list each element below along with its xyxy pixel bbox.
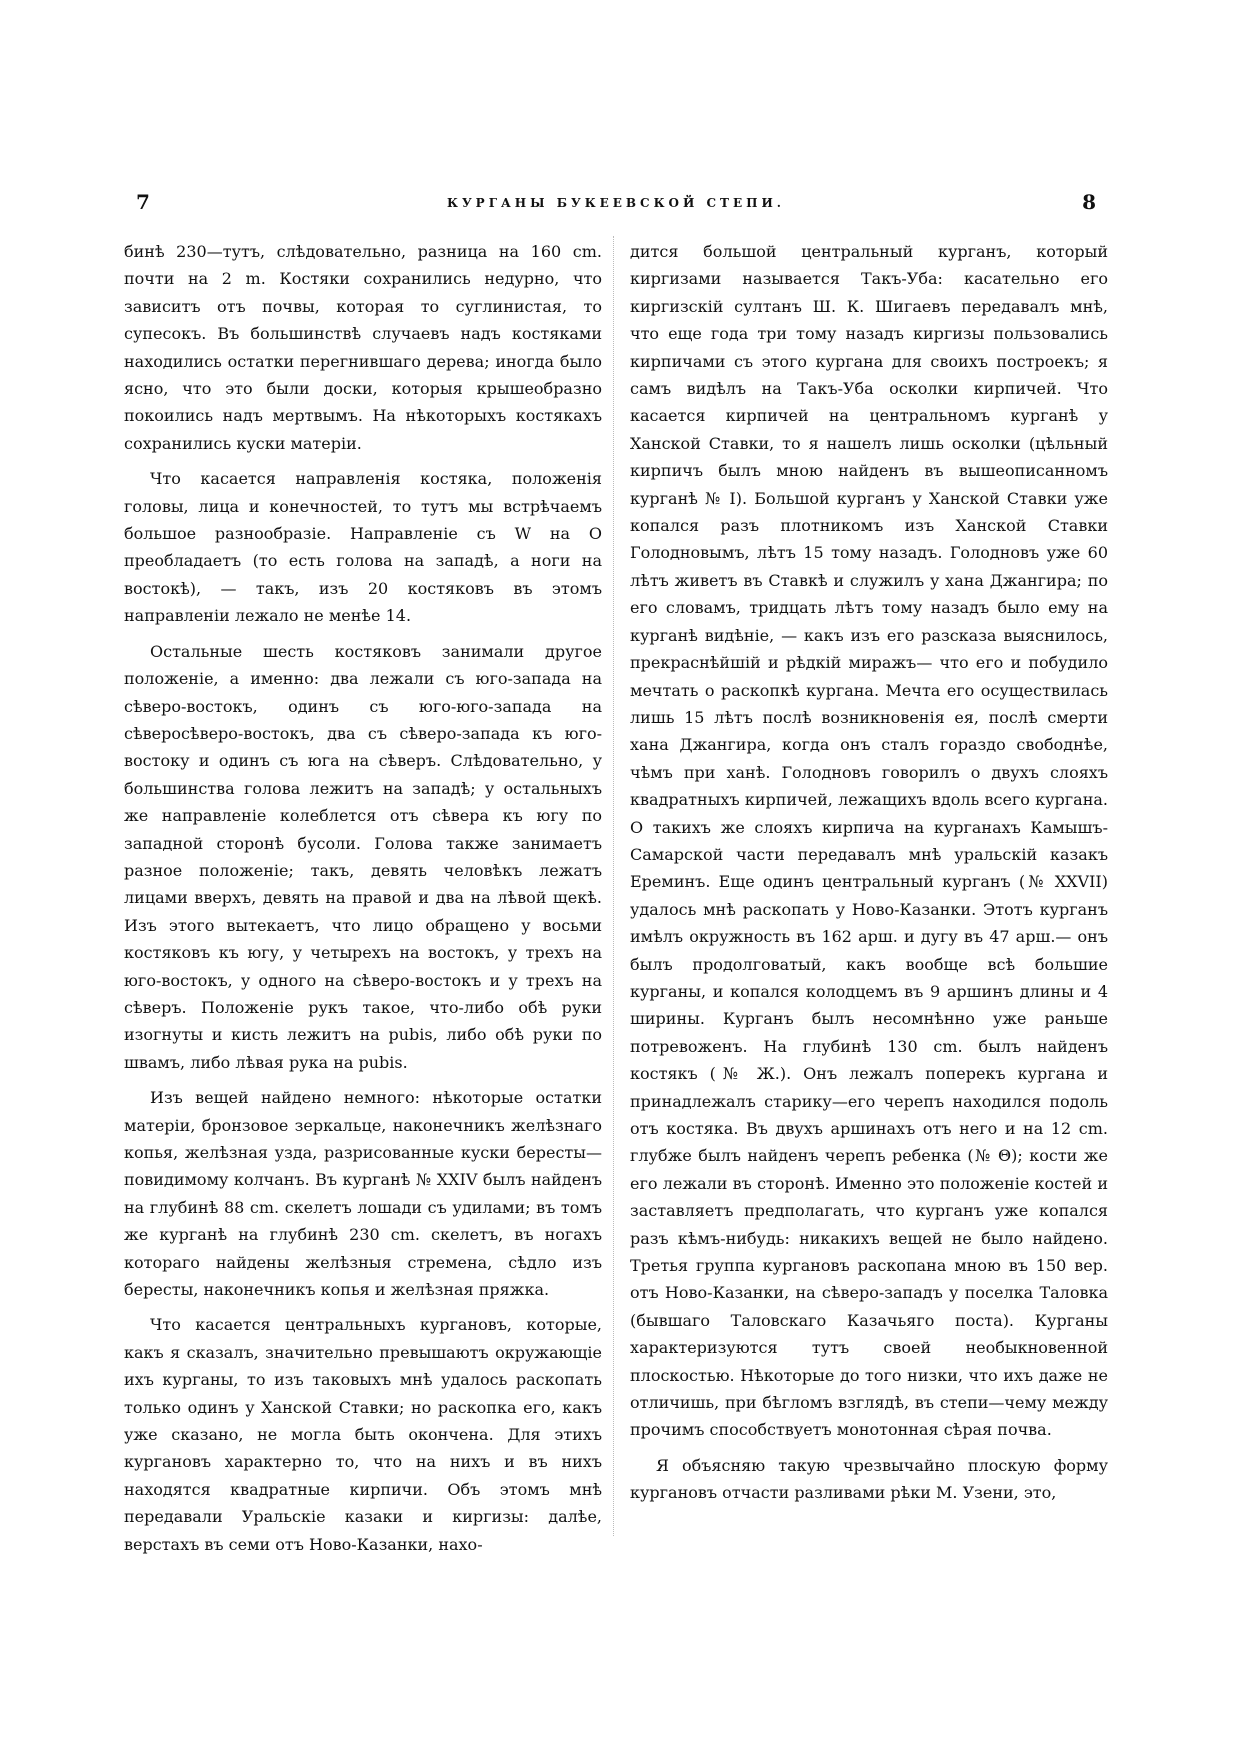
paragraph: Изъ вещей найдено немного: нѣкоторые остатки матеріи, бронзовое зеркальце, наконечникъ желѣзнаго копья, желѣзная узда, разрисованные куски бересты—повидимому колчанъ. Въ курганѣ № XXIV былъ найденъ на глубинѣ 88 cm. скелетъ лошади съ удилами; въ томъ же курганѣ на глубинѣ 230 cm. скелетъ, въ ногахъ котораго найдены желѣзныя стремена, сѣдло изъ бересты, наконечникъ копья и желѣзная пряжка.	[124, 1088, 602, 1300]
paragraph: бинѣ 230—тутъ, слѣдовательно, разница на 160 cm. почти на 2 m. Костяки сохранились недурно, что зависитъ отъ почвы, которая то суглинистая, то супесокъ. Въ большинствѣ случаевъ надъ костяками находились остатки перегнившаго дерева; иногда было ясно, что это были доски, которыя крышеобразно покоились надъ мертвымъ. На нѣкоторыхъ костякахъ сохранились куски матеріи.	[124, 242, 602, 453]
paragraph: Что касается направленія костяка, положенія головы, лица и конечностей, то тутъ мы встрѣчаемъ большое разнообразіе. Направленіе съ W на O преобладаетъ (то есть голова на западѣ, а ноги на востокѣ), — такъ, изъ 20 костяковъ въ этомъ направленіи лежало не менѣе 14.	[124, 469, 602, 626]
paragraph: Остальные шесть костяковъ занимали другое положеніе, а именно: два лежали съ юго-запада на сѣверо-востокъ, одинъ съ юго-юго-запада на сѣверосѣверо-востокъ, два съ сѣверо-запада къ юго-востоку и одинъ съ юга на сѣверъ. Слѣдовательно, у большинства голова лежитъ на западѣ; у остальныхъ же направленіе колеблется отъ сѣвера къ югу по западной сторонѣ бусоли. Голова также занимаетъ разное положеніе; такъ, девять человѣкъ лежатъ лицами вверхъ, девять на правой и два на лѣвой щекѣ. Изъ этого вытекаетъ, что лицо обращено у восьми костяковъ къ югу, у четырехъ на востокъ, у трехъ на юго-востокъ, у одного на сѣверо-востокъ и у трехъ на сѣверъ. Положеніе рукъ такое, что-либо обѣ руки изогнуты и кисть лежитъ на pubis, либо обѣ руки по швамъ, либо лѣвая рука на pubis.	[124, 641, 602, 1072]
right-column	[630, 238, 1108, 1515]
page-header	[136, 190, 1096, 230]
left-column	[124, 238, 602, 1566]
column-divider	[613, 236, 614, 1536]
paragraph: Что касается центральныхъ кургановъ, которые, какъ я сказалъ, значительно превышаютъ окружающіе ихъ курганы, то изъ таковыхъ мнѣ удалось раскопать только одинъ у Ханской Ставки; но раскопка его, какъ уже сказано, не могла быть окончена. Для этихъ кургановъ характерно то, что на нихъ и въ нихъ находятся квадратные кирпичи. Объ этомъ мнѣ передавали Уральскіе казаки и киргизы: далѣе, верстахъ въ семи отъ Ново-Казанки, нахо-	[124, 1315, 602, 1554]
paragraph: дится большой центральный курганъ, который киргизами называется Такъ-Уба: касательно его киргизскій султанъ Ш. К. Шигаевъ передавалъ мнѣ, что еще года три тому назадъ киргизы пользовались кирпичами съ этого кургана для своихъ построекъ; я самъ видѣлъ на Такъ-Уба осколки кирпичей. Что касается кирпичей на центральномъ курганѣ у Ханской Ставки, то я нашелъ лишь осколки (цѣльный кирпичъ былъ мною найденъ въ вышеописанномъ курганѣ № I). Большой курганъ у Ханской Ставки уже копался разъ плотникомъ изъ Ханской Ставки Голодновымъ, лѣтъ 15 тому назадъ. Голодновъ уже 60 лѣтъ живетъ въ Ставкѣ и служилъ у хана Джангира; по его словамъ, тридцать лѣтъ тому назадъ было ему на курганѣ видѣніе, — какъ изъ его разсказа выяснилось, прекраснѣйшій и рѣдкій миражъ— что его и побудило мечтать о раскопкѣ кургана. Мечта его осуществилась лишь 15 лѣтъ послѣ возникновенія ея, послѣ смерти хана Джангира, когда онъ сталъ гораздо свободнѣе, чѣмъ при ханѣ. Голодновъ говорилъ о двухъ слояхъ квадратныхъ кирпичей, лежащихъ вдоль всего кургана. О такихъ же слояхъ кирпича на курганахъ Камышъ-Самарской части передавалъ мнѣ уральскій казакъ Ереминъ. Еще одинъ центральный курганъ (№ XXVII) удалось мнѣ раскопать у Ново-Казанки. Этотъ курганъ имѣлъ окружность въ 162 арш. и дугу въ 47 арш.— онъ былъ продолговатый, какъ вообще всѣ большие курганы, и копался колодцемъ въ 9 аршинъ длины и 4 ширины. Курганъ былъ несомнѣнно уже раньше потревоженъ. На глубинѣ 130 cm. былъ найденъ костякъ (№ Ж.). Онъ лежалъ поперекъ кургана и принадлежалъ старику—его черепъ находился подоль отъ костяка. Въ двухъ аршинахъ отъ него и на 12 cm. глубже былъ найденъ черепъ ребенка (№ Θ); кости же его лежали въ сторонѣ. Именно это положеніе костей и заставляетъ предполагать, что курганъ уже копался разъ кѣмъ-нибудь: никакихъ вещей не было найдено. Третья группа кургановъ раскопана мною въ 150 вер. отъ Ново-Казанки, на сѣверо-западъ у поселка Таловка (бывшаго Таловскаго Казачьяго поста). Курганы характеризуются тутъ своей необыкновенной плоскостью. Нѣкоторые до того низки, что ихъ даже не отличишь, при бѣгломъ взглядѣ, въ степи—чему между прочимъ способствуетъ монотонная сѣрая почва.	[630, 242, 1108, 1440]
page-number-left: 7	[136, 190, 150, 214]
paragraph: Я объясняю такую чрезвычайно плоскую форму кургановъ отчасти разливами рѣки М. Узени, это,	[630, 1455, 1108, 1503]
running-title: КУРГАНЫ БУКЕЕВСКОЙ СТЕПИ.	[447, 196, 785, 210]
page-number-right: 8	[1082, 190, 1096, 214]
